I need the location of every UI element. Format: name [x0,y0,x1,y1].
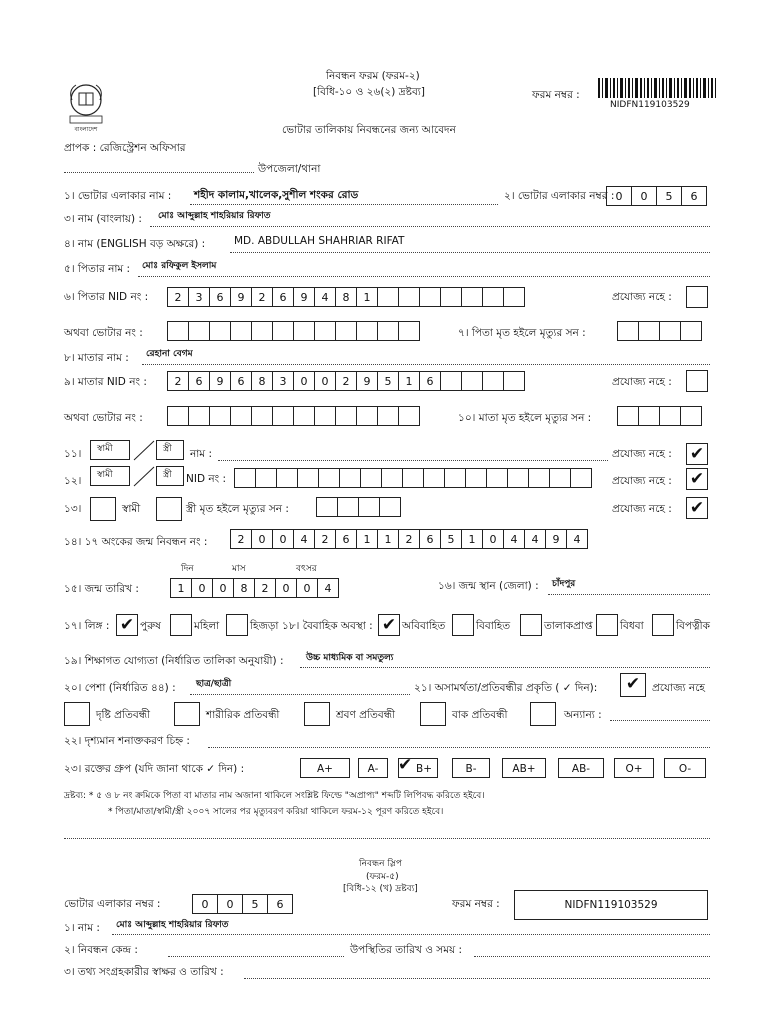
husband-death-checkbox[interactable] [90,497,116,521]
barcode-number: NIDFN119103529 [610,100,690,110]
slip-presence-label: উপস্থিতির তারিখ ও সময় : [350,944,463,956]
slip-form: (ফরম-৫) [366,872,399,882]
digit-cell: 9 [230,287,252,307]
empty-cell [465,468,487,488]
empty-cell [638,406,660,426]
father-na-checkbox[interactable] [686,286,708,308]
blood-ab-negative-option[interactable]: AB- [558,758,604,778]
occupation-label: ২০। পেশা (নির্ধারিত ৪৪) : [64,682,176,694]
disability-na-label: প্রযোজ্য নহে [652,682,705,694]
married-label: বিবাহিত [476,620,511,632]
dotted-line [64,838,710,839]
digit-cell: 4 [293,529,315,549]
empty-cell [680,406,702,426]
divorced-label: তালাকপ্রাপ্ত [544,620,593,632]
empty-cell [507,468,529,488]
dotted-line [190,204,498,205]
gender-female-label: মহিলা [194,620,220,632]
mother-name-value: রেহানা বেগম [146,349,193,359]
digit-cell: 2 [254,578,276,598]
digit-cell: 0 [314,371,336,391]
empty-cell [314,406,336,426]
father-death-year-cells [617,321,702,341]
empty-cell [549,468,571,488]
vision-checkbox[interactable] [64,702,90,726]
dotted-line [610,720,710,721]
upazila-label: উপজেলা/থানা [258,163,321,175]
slip-rule: [বিধি-১২ (খ) দ্রষ্টব্য] [343,884,418,894]
widower-checkbox[interactable] [652,614,674,636]
voter-area-name-label: ১। ভোটার এলাকার নাম : [64,190,172,202]
empty-cell [167,406,189,426]
slash-divider [130,440,156,462]
empty-cell [276,468,298,488]
digit-cell: 2 [335,371,357,391]
voter-area-number-label: ২। ভোটার এলাকার নম্বর : [504,190,615,202]
digit-cell: 6 [419,371,441,391]
digit-cell [419,287,441,307]
digit-cell [377,287,399,307]
logo-caption: বাংলাদেশ [74,126,98,133]
married-checkbox[interactable] [452,614,474,636]
dotted-line [244,978,710,979]
digit-cell: 6 [272,287,294,307]
dotted-line [208,747,710,748]
empty-cell [188,406,210,426]
other-disability-label: অন্যান্য : [564,709,602,721]
dotted-line [138,276,710,277]
spouse-death-na-checkbox[interactable]: ✔ [686,497,708,519]
digit-cell: 1 [461,529,483,549]
voter-area-number-cells [606,186,707,206]
empty-cell [251,406,273,426]
digit-cell: 4 [524,529,546,549]
father-name-label: ৫। পিতার নাম : [64,263,131,275]
education-value: উচ্চ মাধ্যমিক বা সমতুল্য [306,653,394,663]
blood-b-negative-option[interactable]: B- [452,758,490,778]
husband-label: স্বামী [97,470,113,480]
disability-na-checkbox[interactable]: ✔ [620,673,646,697]
digit-cell: 6 [267,894,293,914]
digit-cell: 1 [356,529,378,549]
digit-cell: 0 [606,186,632,206]
disability-label: ২১। অসামর্থতা/প্রতিবন্ধীর প্রকৃতি ( ✓ দিন): [414,682,598,694]
empty-cell [402,468,424,488]
month-caption: মাস [232,564,246,574]
birth-date-label: ১৫। জন্ম তারিখ : [64,583,139,595]
digit-cell: 2 [167,287,189,307]
digit-cell [482,287,504,307]
recipient-line: প্রাপক : রেজিস্ট্রেশন অফিসার [64,142,186,154]
empty-cell [360,468,382,488]
digit-cell [503,371,525,391]
gender-label: ১৭। লিঙ্গ : [64,620,110,632]
empty-cell [167,321,189,341]
digit-cell: 2 [230,529,252,549]
digit-cell: 9 [356,371,378,391]
digit-cell: 2 [314,529,336,549]
identification-mark-label: ২২। দৃশ্যমান শনাক্তকরণ চিহ্ন : [64,735,190,747]
speech-checkbox[interactable] [420,702,446,726]
empty-cell [379,497,401,517]
occupation-value: ছাত্র/ছাত্রী [196,679,232,689]
digit-cell: 4 [314,287,336,307]
slip-area-number-label: ভোটার এলাকার নম্বর : [64,898,161,910]
digit-cell: 4 [566,529,588,549]
birth-registration-label: ১৪। ১৭ অংকের জন্ম নিবন্ধন নং : [64,536,208,548]
spouse-nid-number: ১২। [64,475,82,487]
wife-option[interactable] [156,440,184,460]
upazila-dotted-line [64,172,254,173]
dotted-line [548,594,710,595]
spouse-name-label: নাম : [190,448,213,460]
empty-cell [377,321,399,341]
empty-cell [486,468,508,488]
digit-cell: 3 [188,287,210,307]
blood-group-label: ২৩। রক্তের গ্রুপ (যদি জানা থাকে ✓ দিন) : [64,763,245,775]
vision-label: দৃষ্টি প্রতিবন্ধী [96,709,151,721]
digit-cell: 0 [272,529,294,549]
blood-o-positive-option[interactable]: O+ [614,758,654,778]
empty-cell [335,321,357,341]
dotted-line [190,694,410,695]
widower-label: বিপত্নীক [676,620,711,632]
day-caption: দিন [181,564,194,574]
empty-cell [680,321,702,341]
spouse-nid-cells [234,468,592,488]
dotted-line [142,364,710,365]
husband-label: স্বামী [97,444,113,454]
slip-name-label: ১। নাম : [64,922,100,934]
slip-form-number: NIDFN119103529 [564,899,658,911]
digit-cell: 0 [212,578,234,598]
empty-cell [297,468,319,488]
digit-cell: 0 [217,894,243,914]
birth-date-cells [170,578,339,598]
digit-cell: 4 [503,529,525,549]
government-seal-logo [64,80,108,124]
digit-cell: 6 [681,186,707,206]
unmarried-label: অবিবাহিত [402,620,446,632]
empty-cell [444,468,466,488]
empty-cell [255,468,277,488]
mother-death-year-cells [617,406,702,426]
wife-death-year-label: স্ত্রী মৃত হইলে মৃত্যুর সন : [186,503,289,515]
digit-cell: 0 [191,578,213,598]
digit-cell: 0 [192,894,218,914]
wife-label: স্ত্রী [163,470,172,480]
unmarried-checkbox[interactable]: ✔ [378,614,400,636]
empty-cell [659,321,681,341]
note-line-2: * পিতা/মাতা/স্বামী/স্ত্রী ২০০৭ সালের পর মৃত্যুবরণ করিয়া থাকিলে ফরম-১২ পূরণ করিতে হইবে। [108,807,444,817]
digit-cell: 9 [545,529,567,549]
blood-selected-checkmark: ✔ [398,755,413,775]
form-number-label: ফরম নম্বর : [532,89,580,101]
empty-cell [570,468,592,488]
application-title: ভোটার তালিকায় নিবন্ধনের জন্য আবেদন [282,124,456,136]
dotted-line [218,460,608,461]
empty-cell [251,321,273,341]
husband-option[interactable] [90,466,130,486]
father-death-year-label: ৭। পিতা মৃত হইলে মৃত্যুর সন : [458,327,586,339]
empty-cell [314,321,336,341]
form-rule: [বিধি-১০ ও ২৬(২) দ্রষ্টব্য] [313,86,425,98]
digit-cell [461,371,483,391]
divorced-checkbox[interactable] [520,614,542,636]
empty-cell [528,468,550,488]
empty-cell [377,406,399,426]
gender-female-checkbox[interactable] [170,614,192,636]
digit-cell: 1 [398,371,420,391]
digit-cell: 1 [170,578,192,598]
birth-place-value: চাঁদপুর [552,579,576,589]
digit-cell: 5 [242,894,268,914]
digit-cell [461,287,483,307]
physical-label: শারীরিক প্রতিবন্ধী [206,709,280,721]
not-applicable-label: প্রযোজ্য নহে : [612,503,672,515]
empty-cell [188,321,210,341]
digit-cell: 0 [482,529,504,549]
spouse-death-number: ১৩। [64,503,82,515]
hearing-label: শ্রবণ প্রতিবন্ধী [336,709,396,721]
empty-cell [316,497,338,517]
empty-cell [423,468,445,488]
empty-cell [272,321,294,341]
mother-death-year-label: ১০। মাতা মৃত হইলে মৃত্যুর সন : [458,412,592,424]
father-name-value: মোঃ রফিকুল ইসলাম [142,261,217,271]
empty-cell [272,406,294,426]
digit-cell [440,371,462,391]
empty-cell [339,468,361,488]
empty-cell [209,321,231,341]
digit-cell: 0 [293,371,315,391]
digit-cell: 6 [230,371,252,391]
not-applicable-label: প্রযোজ্য নহে : [612,475,672,487]
digit-cell: 6 [188,371,210,391]
barcode [598,78,716,98]
empty-cell [318,468,340,488]
digit-cell: 2 [167,371,189,391]
empty-cell [356,321,378,341]
digit-cell [440,287,462,307]
father-voter-number-cells [167,321,420,341]
birth-registration-cells [230,529,588,549]
not-applicable-label: প্রযোজ্য নহে : [612,448,672,460]
not-applicable-label: প্রযোজ্য নহে : [612,291,672,303]
wife-option[interactable] [156,466,184,486]
empty-cell [356,406,378,426]
empty-cell [381,468,403,488]
physical-checkbox[interactable] [174,702,200,726]
digit-cell: 0 [275,578,297,598]
dotted-line [300,667,710,668]
empty-cell [230,321,252,341]
empty-cell [398,321,420,341]
father-nid-cells [167,287,525,307]
empty-cell [617,321,639,341]
name-bangla-value: মোঃ আব্দুল্লাহ শাহরিয়ার রিফাত [158,211,271,221]
digit-cell: 6 [419,529,441,549]
empty-cell [234,468,256,488]
blood-a-positive-option[interactable]: A+ [300,758,350,778]
mother-voter-number-cells [167,406,420,426]
name-bangla-label: ৩। নাম (বাংলায়) : [64,213,142,225]
hearing-checkbox[interactable] [304,702,330,726]
marital-status-label: ১৮। বৈবাহিক অবস্থা : [282,620,373,632]
empty-cell [337,497,359,517]
dotted-line [112,934,710,935]
digit-cell: 6 [209,287,231,307]
spouse-name-number: ১১। [64,448,82,460]
name-english-value: MD. ABDULLAH SHAHRIAR RIFAT [234,235,405,247]
gender-male-checkbox[interactable]: ✔ [116,614,138,636]
digit-cell: 8 [251,371,273,391]
empty-cell [293,321,315,341]
empty-cell [659,406,681,426]
blood-ab-positive-option[interactable]: AB+ [502,758,546,778]
digit-cell: 5 [440,529,462,549]
mother-nid-label: ৯। মাতার NID নং : [64,376,147,388]
spouse-death-year-cells [316,497,401,517]
digit-cell: 2 [251,287,273,307]
gender-male-label: পুরুষ [140,620,161,632]
digit-cell: 4 [317,578,339,598]
note-line-1: দ্রষ্টব্য: * ৫ ও ৮ নং ক্রমিকে পিতা বা মাতার নাম অজানা থাকিলে সংশ্লিষ্ট ফিল্ডে "অপ্রাপ্য" শব্দটি লিপিবদ্ধ করিতে হইবে। [64,791,485,801]
digit-cell: 9 [293,287,315,307]
slip-collector-label: ৩। তথ্য সংগ্রহকারীর স্বাক্ষর ও তারিখ : [64,966,224,978]
digit-cell: 0 [631,186,657,206]
blood-a-negative-option[interactable]: A- [358,758,388,778]
form-title: নিবন্ধন ফরম (ফরম-২) [326,70,420,82]
other-disability-checkbox[interactable] [530,702,556,726]
digit-cell: 8 [233,578,255,598]
slip-area-number-cells [192,894,293,914]
empty-cell [398,406,420,426]
dotted-line [150,226,710,227]
or-voter-number-label: অথবা ভোটার নং : [64,327,143,339]
slip-title: নিবন্ধন স্লিপ [359,859,402,869]
father-nid-label: ৬। পিতার NID নং : [64,291,149,303]
slash-divider [130,466,156,488]
empty-cell [230,406,252,426]
gender-hijra-label: হিজড়া [250,620,279,632]
voter-area-name-value: শহীদ কালাম,খালেক,সুশীল শংকর রোড [194,189,359,201]
mother-nid-cells [167,371,525,391]
dotted-line [230,252,710,253]
digit-cell: 5 [656,186,682,206]
digit-cell [398,287,420,307]
mother-na-checkbox[interactable] [686,370,708,392]
empty-cell [209,406,231,426]
digit-cell: 2 [398,529,420,549]
digit-cell: 1 [377,529,399,549]
empty-cell [335,406,357,426]
gender-hijra-checkbox[interactable] [226,614,248,636]
slip-name-value: মোঃ আব্দুল্লাহ শাহরিয়ার রিফাত [116,920,229,930]
wife-death-checkbox[interactable] [156,497,182,521]
digit-cell: 6 [335,529,357,549]
not-applicable-label: প্রযোজ্য নহে : [612,376,672,388]
spouse-nid-label: NID নং : [186,473,227,485]
empty-cell [293,406,315,426]
digit-cell: 8 [335,287,357,307]
slip-form-number-box [514,890,708,920]
education-label: ১৯। শিক্ষাগত যোগ্যতা (নির্ধারিত তালিকা অনুযায়ী) : [64,655,284,667]
husband-label: স্বামী [122,503,141,515]
digit-cell: 3 [272,371,294,391]
dotted-line [168,956,344,957]
digit-cell: 0 [296,578,318,598]
slip-center-label: ২। নিবন্ধন কেন্দ্র : [64,944,138,956]
digit-cell: 0 [251,529,273,549]
empty-cell [638,321,660,341]
empty-cell [358,497,380,517]
wife-label: স্ত্রী [163,444,172,454]
speech-label: বাক প্রতিবন্ধী [452,709,508,721]
husband-option[interactable] [90,440,130,460]
digit-cell: 9 [209,371,231,391]
birth-place-label: ১৬। জন্ম স্থান (জেলা) : [438,580,539,592]
digit-cell: 1 [356,287,378,307]
widow-label: বিধবা [620,620,644,632]
dotted-line [474,956,710,957]
blood-b-positive-option[interactable]: B+ [398,758,438,778]
name-english-label: ৪। নাম (ENGLISH বড় অক্ষরে) : [64,238,206,250]
slip-form-number-label: ফরম নম্বর : [452,898,500,910]
digit-cell [482,371,504,391]
or-voter-number-label: অথবা ভোটার নং : [64,412,143,424]
widow-checkbox[interactable] [596,614,618,636]
blood-o-negative-option[interactable]: O- [664,758,706,778]
year-caption: বৎসর [296,564,317,574]
spouse-nid-na-checkbox[interactable]: ✔ [686,468,708,490]
empty-cell [617,406,639,426]
spouse-name-na-checkbox[interactable]: ✔ [686,443,708,465]
mother-name-label: ৮। মাতার নাম : [64,352,129,364]
digit-cell [503,287,525,307]
digit-cell: 5 [377,371,399,391]
